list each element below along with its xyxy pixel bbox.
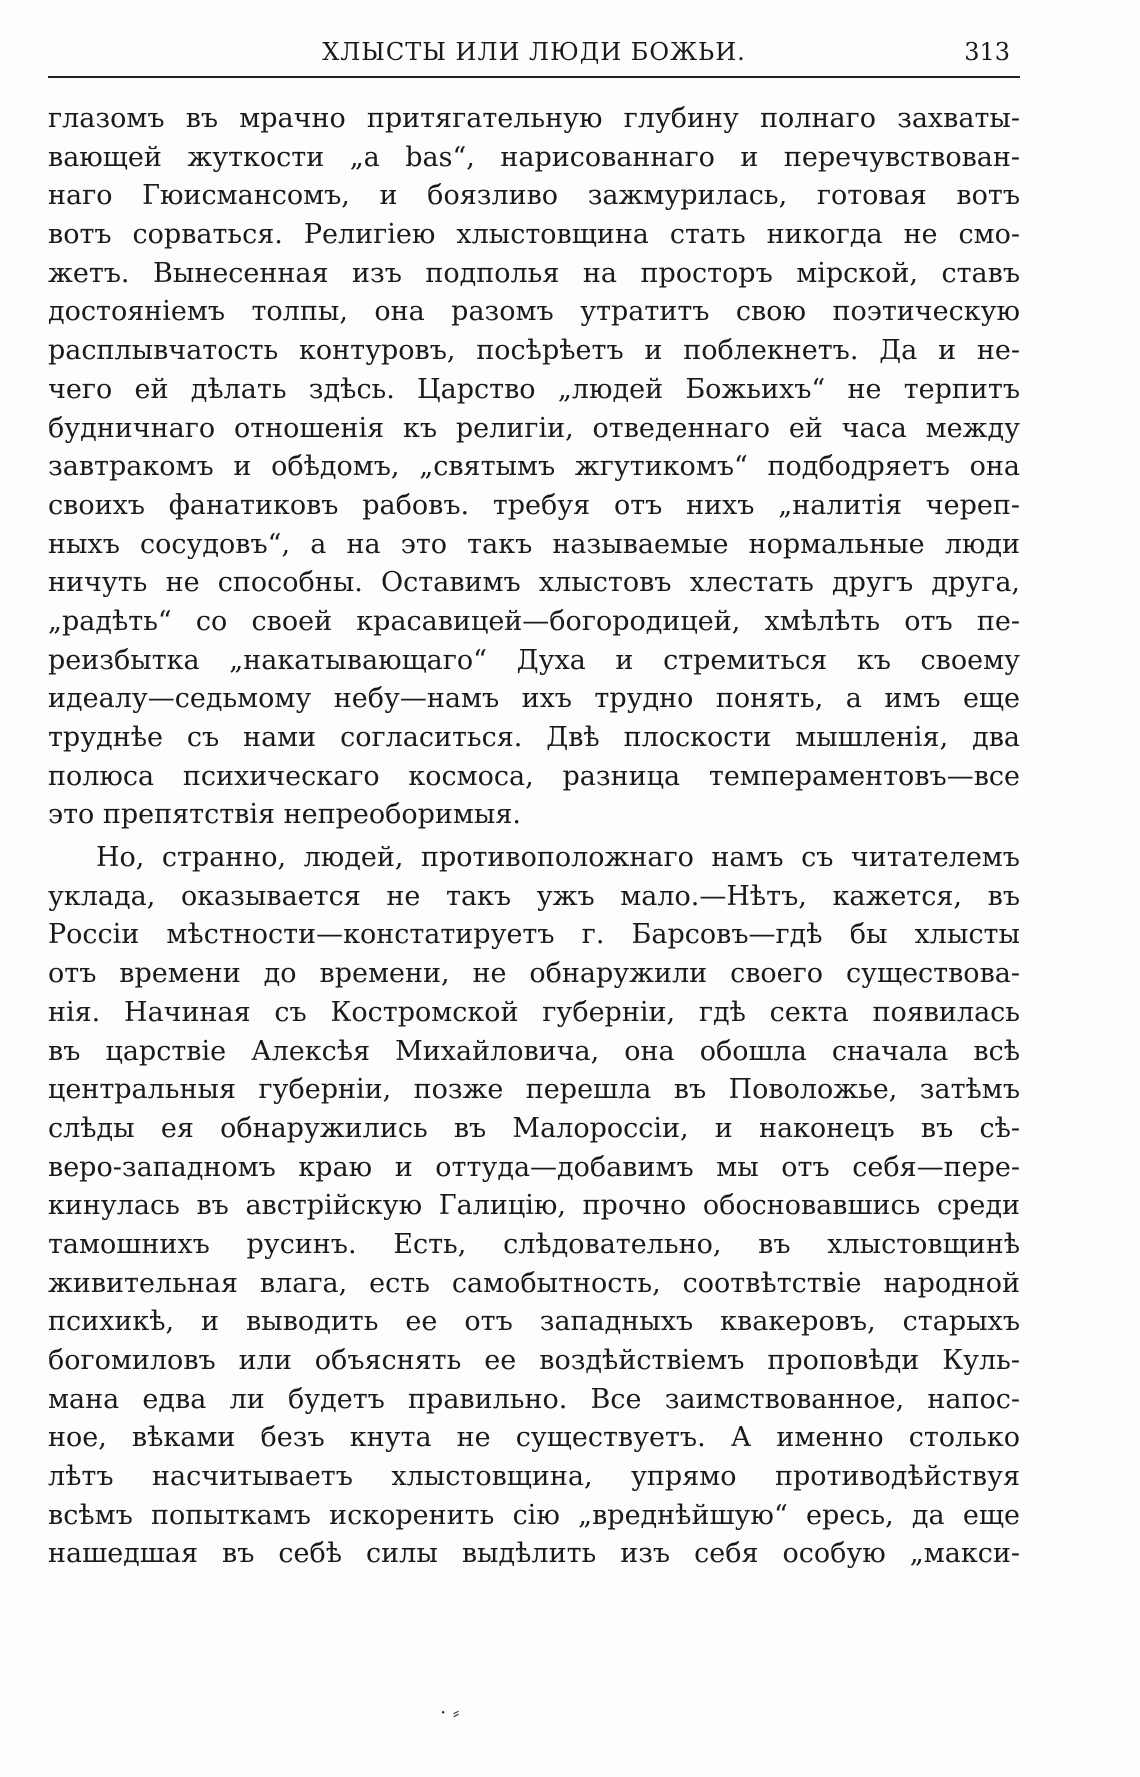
text-line: труднѣе съ нами согласиться. Двѣ плоскости мышленія, два — [48, 722, 1020, 753]
text-line: психикѣ, и выводить ее отъ западныхъ квакеровъ, старыхъ — [48, 1306, 1020, 1338]
paragraph-first-line: Но, странно, людей, противоположнаго намъ съ читателемъ — [96, 842, 1020, 874]
text-line: мана едва ли будетъ правильно. Все заимствованное, напос- — [48, 1383, 1020, 1415]
text-line: отъ времени до времени, не обнаружили своего существова- — [48, 958, 1020, 990]
text-line: будничнаго отношенія къ религіи, отведеннаго ей часа между — [48, 412, 1020, 444]
text-line: всѣмъ попыткамъ искоренить сію „вреднѣйшую“ ересь, да еще — [48, 1499, 1020, 1531]
text-line: „радѣть“ со своей красавицей—богородицей, хмѣлѣть отъ пе- — [48, 605, 1020, 637]
text-line: ничуть не способны. Оставимъ хлыстовъ хлестать другъ друга, — [48, 567, 1020, 599]
page-number: 313 — [964, 38, 1010, 66]
text-line: центральныя губерніи, позже перешла въ Поволожье, затѣмъ — [48, 1074, 1020, 1106]
text-line: лѣтъ насчитываетъ хлыстовщина, упрямо противодѣйствуя — [48, 1461, 1020, 1493]
text-line: жетъ. Вынесенная изъ подполья на просторъ мірской, ставъ — [48, 257, 1020, 289]
text-line: въ царствіе Алексѣя Михайловича, она обошла сначала всѣ — [48, 1035, 1020, 1067]
text-line: глазомъ въ мрачно притягательную глубину полнаго захваты- — [48, 103, 1020, 134]
header-rule — [48, 76, 1020, 78]
body-text — [48, 100, 1020, 1574]
text-line: уклада, оказывается не такъ ужъ мало.—Нѣтъ, кажется, въ — [48, 880, 1020, 912]
text-line: кинулась въ австрійскую Галицію, прочно обосновавшись среди — [48, 1190, 1020, 1222]
text-line: ное, вѣками безъ кнута не существуетъ. А именно столько — [48, 1422, 1020, 1454]
text-line: вотъ сорваться. Религіею хлыстовщина стать никогда не смо- — [48, 219, 1020, 251]
text-line: ныхъ сосудовъ“, а на это такъ называемые нормальные люди — [48, 528, 1020, 560]
text-line: нашедшая въ себѣ силы выдѣлить изъ себя особую „макси- — [48, 1538, 1020, 1570]
page-header — [48, 32, 1020, 80]
text-line: идеалу—седьмому небу—намъ ихъ трудно понять, а имъ еще — [48, 683, 1020, 715]
text-line: богомиловъ или объяснять ее воздѣйствіемъ проповѣди Куль- — [48, 1345, 1020, 1376]
text-line: наго Гюисмансомъ, и боязливо зажмурилась, готовая вотъ — [48, 180, 1020, 212]
text-line: достояніемъ толпы, она разомъ утратитъ свою поэтическую — [48, 296, 1020, 328]
running-title: ХЛЫСТЫ ИЛИ ЛЮДИ БОЖЬИ. — [322, 38, 746, 66]
text-line: слѣды ея обнаружились въ Малороссіи, и наконецъ въ сѣ- — [48, 1112, 1020, 1144]
text-line: своихъ фанатиковъ рабовъ. требуя отъ нихъ „налитія череп- — [48, 489, 1020, 521]
text-line: Россіи мѣстности—констатируетъ г. Барсовъ—гдѣ бы хлысты — [48, 919, 1020, 951]
text-line: расплывчатость контуровъ, посѣрѣетъ и поблекнетъ. Да и не- — [48, 335, 1020, 367]
text-line: веро-западномъ краю и оттуда—добавимъ мы отъ себя—пере- — [48, 1151, 1020, 1183]
text-line: полюса психическаго космоса, разница темпераментовъ—все — [48, 760, 1020, 792]
text-line: чего ей дѣлать здѣсь. Царство „людей Божьихъ“ не терпитъ — [48, 373, 1020, 405]
paragraph-end-line: это препятствія непреоборимыя. — [48, 799, 522, 831]
text-line: тамошнихъ русинъ. Есть, слѣдовательно, въ хлыстовщинѣ — [48, 1228, 1020, 1260]
text-line: реизбытка „накатывающаго“ Духа и стремиться къ своему — [48, 644, 1020, 676]
footer-marks: · ⸗ — [440, 1700, 460, 1724]
text-line: живительная влага, есть самобытность, соотвѣтствіе народной — [48, 1267, 1020, 1299]
text-line: вающей жуткости „a bas“, нарисованнаго и перечувствован- — [48, 141, 1020, 173]
text-line: завтракомъ и обѣдомъ, „святымъ жгутикомъ“ подбодряетъ она — [48, 451, 1020, 483]
text-line: нія. Начиная съ Костромской губерніи, гдѣ секта появилась — [48, 996, 1020, 1028]
